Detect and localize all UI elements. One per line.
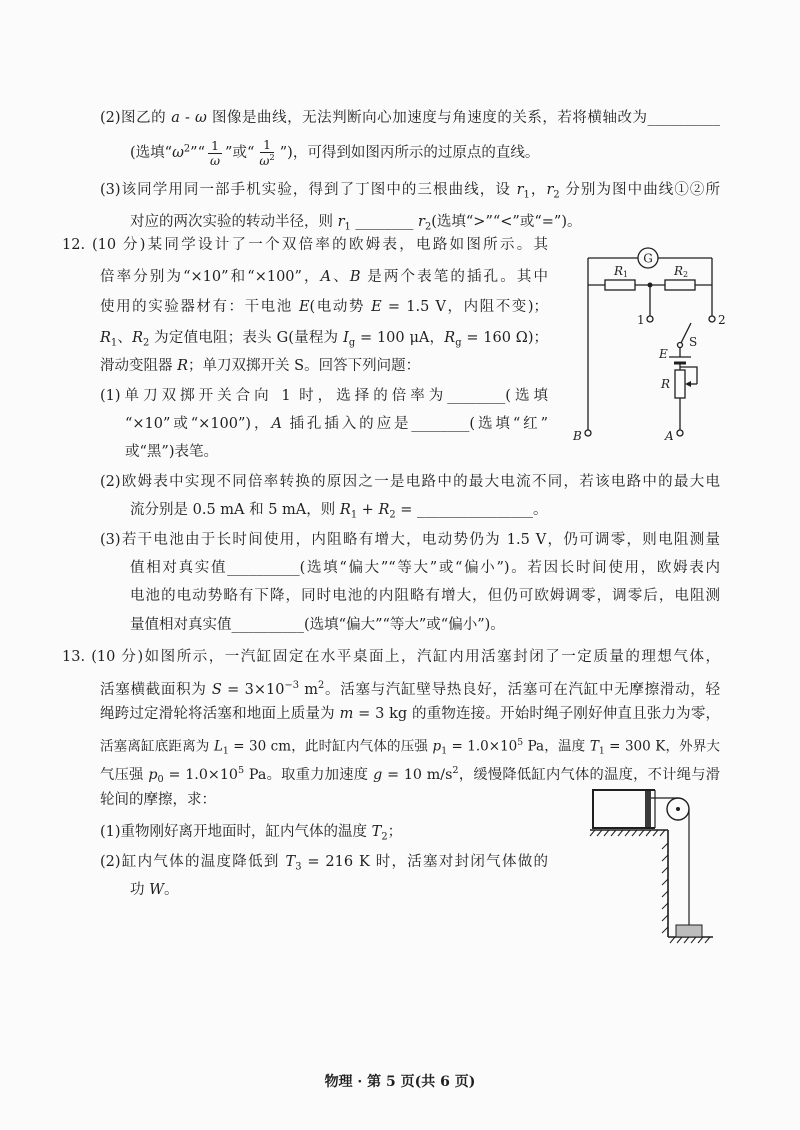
italic-symbol: I [343, 330, 349, 346]
subscript: 1 [350, 509, 358, 521]
text-run: 图像是曲线，无法判断向心加速度与角速度的关系，若将横轴改为__________ [206, 110, 720, 126]
superscript: 5 [237, 765, 245, 776]
text-run: 为定值电阻；表头 G(量程为 [149, 330, 344, 346]
text-run: 分别为图中曲线①②所 [559, 182, 721, 198]
switch-label: S [689, 335, 698, 349]
q13-stem-line6 [100, 790, 216, 810]
text-run: ”“ [190, 145, 205, 162]
q13-stem-line2 [100, 676, 720, 700]
text-run: m [298, 681, 319, 698]
text-run: 13. (10 分)如图所示，一汽缸固定在水平桌面上，汽缸内用活塞封闭了一定质量的理想气体， [62, 649, 720, 665]
text-run: 插孔插入的应是________(选填“红” [281, 416, 549, 432]
fraction-denominator [207, 154, 223, 168]
galvanometer-label: G [643, 251, 653, 266]
q13-stem-line4 [100, 733, 720, 762]
text-run: = 1.5 V，内阻不变)； [381, 299, 548, 315]
terminal-2 [709, 316, 715, 322]
r2-label [673, 264, 688, 279]
text-run: (1)重物刚好离开地面时，缸内气体的温度 [100, 824, 372, 840]
resistor-r1 [605, 280, 635, 290]
subscript: 1 [344, 221, 351, 233]
text-run: Pa。取重力加速度 [244, 766, 374, 783]
text-run: 功 [130, 882, 150, 898]
text-run: (3)若干电池由于长时间使用，内阻略有增大，电动势仍为 1.5 V，仍可调零，则电阻测量 [100, 532, 720, 548]
r1-subscript: 1 [623, 270, 629, 279]
text-run: = 10 m/s [382, 766, 453, 783]
italic-symbol: ω [172, 145, 184, 162]
text-run: = 160 Ω)； [461, 330, 548, 346]
table-hatching [590, 830, 665, 836]
pulley-axle [676, 807, 680, 811]
text-run: = 3×10 [221, 681, 285, 698]
italic-symbol: R [177, 358, 189, 374]
text-run: 倍率分别为“×10”和“×100”， [100, 269, 321, 285]
q12-part2-line2 [130, 500, 548, 525]
text-run: ， [529, 182, 547, 198]
subscript: 2 [553, 189, 560, 201]
piston [645, 791, 651, 827]
text-run: 12. (10 分)某同学设计了一个双倍率的欧姆表，电路如图所示。其 [62, 237, 548, 253]
italic-symbol: R [378, 502, 390, 518]
text-run: ； [387, 824, 403, 840]
q12-stem-line5 [100, 356, 420, 376]
q12-part3-line3 [130, 586, 720, 606]
fraction [207, 139, 223, 168]
q13-part2-line1 [100, 852, 548, 877]
text-run: = 3 kg 的重物连接。开始时绳子刚好伸直且张力为零， [353, 706, 720, 722]
q11-part2-line2 [130, 138, 539, 168]
italic-symbol: ω [210, 153, 221, 168]
italic-symbol: E [298, 299, 310, 315]
text-run: = 1.0×10 [447, 738, 518, 755]
text-run: = ________________。 [395, 502, 548, 518]
text-run: - [179, 110, 196, 126]
cylinder-pulley-diagram [585, 785, 720, 950]
superscript: 2 [183, 143, 191, 155]
subscript: 2 [424, 221, 432, 233]
weight-block [676, 925, 702, 937]
q13-stem-line1 [62, 647, 720, 667]
subscript: 2 [143, 337, 150, 349]
text-run: 1 [211, 138, 219, 153]
italic-symbol: ω [195, 110, 207, 126]
text-run: 。活塞与汽缸壁导热良好，活塞可在汽缸中无摩擦滑动，轻 [324, 681, 721, 698]
subscript: 1 [441, 745, 448, 757]
q12-stem-line1 [62, 235, 548, 255]
text-run: 1 [263, 138, 271, 152]
rheostat-label: R [661, 377, 671, 391]
italic-symbol: A [320, 269, 332, 285]
terminal-b-label: B [573, 429, 582, 443]
subscript: 1 [598, 745, 605, 757]
superscript: 5 [517, 737, 524, 748]
rheostat-body [675, 370, 685, 398]
fraction-numerator [260, 138, 274, 153]
italic-symbol: S [211, 681, 222, 698]
italic-symbol: p [432, 738, 442, 755]
italic-symbol: A [271, 416, 282, 432]
text-run: ”或“ [225, 145, 255, 162]
text-run: 或“黑”)表笔。 [125, 444, 218, 460]
italic-symbol: a [171, 110, 180, 126]
italic-symbol: p [148, 766, 158, 783]
text-run: Pa，温度 [523, 738, 590, 755]
text-run: ，缓慢降低缸内气体的温度，不计绳与滑 [458, 766, 721, 783]
superscript: 2 [318, 680, 325, 691]
italic-symbol: R [132, 330, 144, 346]
subscript: 2 [381, 831, 388, 843]
italic-symbol: r [418, 214, 425, 230]
text-run: “×10”或“×100”)， [125, 416, 272, 432]
text-run: 活塞横截面积为 [100, 681, 212, 698]
q12-part1-line1 [100, 386, 548, 406]
italic-symbol: m [339, 706, 354, 722]
text-run: = 1.0×10 [163, 766, 238, 783]
text-run: = 100 μA， [355, 330, 445, 346]
superscript: 2 [452, 765, 459, 776]
battery-label: E [659, 347, 668, 361]
r2-subscript: 2 [683, 270, 689, 279]
q12-part1-line3 [125, 442, 218, 462]
italic-symbol: B [349, 269, 361, 285]
text-run: (1)单刀双掷开关合向 1 时，选择的倍率为________(选填 [100, 388, 548, 404]
terminal-a-label: A [665, 429, 674, 443]
superscript: −3 [284, 680, 299, 691]
text-run: = 300 K，外界大 [604, 738, 721, 755]
ohmmeter-circuit-diagram [560, 240, 730, 450]
q12-stem-line3 [100, 297, 548, 317]
text-run: = 216 K 时，活塞对封闭气体做的 [301, 854, 548, 870]
q12-part1-line2 [125, 414, 548, 434]
text-run: (选填“>”“<”或“=”)。 [431, 214, 582, 230]
page-footer: 物理 · 第 5 页(共 6 页) [324, 1074, 476, 1090]
q12-stem-line2 [100, 267, 548, 287]
text-run: ”)，可得到如图丙所示的过原点的直线。 [279, 145, 540, 162]
text-run: 电池的电动势略有下降，同时电池的内阻略有增大，但仍可欧姆调零，调零后，电阻测 [130, 588, 720, 604]
q12-stem-line4 [100, 328, 548, 353]
text-run: 量值相对真实值__________(选填“偏大”“等大”或“偏小”)。 [130, 617, 505, 633]
italic-symbol: r [516, 182, 524, 198]
q11-part3-line1 [100, 180, 720, 205]
italic-symbol: W [149, 882, 165, 898]
terminal-b [585, 430, 591, 436]
text-run: (3)该同学用同一部手机实验，得到了丁图中的三根曲线，设 [100, 182, 517, 198]
text-run: 活塞离缸底距离为 [100, 738, 214, 755]
text-run: 、 [117, 330, 133, 346]
q12-part2-line1 [100, 472, 720, 492]
text-run: = 30 cm，此时缸内气体的压强 [228, 738, 433, 755]
italic-symbol: g [373, 766, 383, 783]
text-run: 流分别是 0.5 mA 和 5 mA，则 [130, 502, 340, 518]
subscript: g [455, 337, 462, 349]
r1-label [613, 264, 628, 279]
subscript: 3 [295, 861, 302, 873]
q13-part1-line1 [100, 822, 402, 847]
text-run: 值相对真实值__________(选填“偏大”“等大”或“偏小”)。若因长时间使用，欧姆表内 [130, 560, 720, 576]
italic-symbol: R [339, 502, 351, 518]
ground-hatching [670, 937, 710, 943]
italic-symbol: R [100, 330, 111, 346]
q12-part3-line2 [130, 558, 720, 578]
fraction-denominator [256, 153, 277, 168]
subscript: 1 [110, 337, 118, 349]
text-run: 是两个表笔的插孔。其中 [360, 269, 549, 285]
terminal-a [677, 430, 683, 436]
superscript: 2 [269, 152, 275, 163]
text-run: 。 [164, 882, 179, 898]
subscript: 1 [222, 745, 229, 757]
subscript: 0 [157, 774, 164, 786]
q12-part3-line4 [130, 615, 505, 635]
text-run: 使用的实验器材有：干电池 [100, 299, 299, 315]
q11-part3-line2 [130, 212, 581, 237]
text-run: (2)缸内气体的温度降低到 [100, 854, 286, 870]
italic-symbol: r [337, 214, 345, 230]
r1-symbol: R [614, 264, 624, 278]
text-run: 对应的两次实验的转动半径，则 [130, 214, 338, 230]
italic-symbol: T [589, 738, 599, 755]
italic-symbol: r [546, 182, 554, 198]
italic-symbol: T [371, 824, 382, 840]
text-run: + [357, 502, 379, 518]
text-run: 滑动变阻器 [100, 358, 178, 374]
fraction-numerator [208, 139, 222, 154]
text-run: ；单刀双掷开关 S。回答下列问题： [188, 358, 421, 374]
q12-part3-line1 [100, 530, 720, 550]
subscript: 1 [523, 189, 530, 201]
subscript: g [348, 337, 356, 349]
arrowhead [685, 381, 691, 387]
resistor-r2 [665, 280, 695, 290]
r2-symbol: R [674, 264, 684, 278]
switch-pivot [678, 343, 683, 348]
q13-stem-line3 [100, 704, 720, 724]
text-run: ________ [350, 214, 419, 230]
text-run: (2)图乙的 [100, 110, 172, 126]
fraction [256, 138, 277, 168]
wall-hatching [662, 843, 668, 933]
italic-symbol: L [213, 738, 223, 755]
terminal-2-label: 2 [718, 313, 726, 327]
q13-part2-line2 [130, 880, 179, 900]
text-run: (选填“ [130, 145, 173, 162]
italic-symbol: R [444, 330, 456, 346]
text-run: 、 [331, 269, 350, 285]
terminal-1-label: 1 [637, 313, 645, 327]
italic-symbol: E [371, 299, 382, 315]
subscript: 2 [389, 509, 396, 521]
text-run: (2)欧姆表中实现不同倍率转换的原因之一是电路中的最大电流不同，若该电路中的最大电 [100, 474, 720, 490]
text-run: 绳跨过定滑轮将活塞和地面上质量为 [100, 706, 340, 722]
italic-symbol: ω [259, 154, 270, 169]
terminal-1 [647, 316, 653, 322]
text-run: (电动势 [309, 299, 372, 315]
junction-dot [648, 283, 653, 288]
italic-symbol: T [285, 854, 296, 870]
text-run: 轮间的摩擦，求： [100, 792, 216, 808]
text-run: 气压强 [100, 766, 149, 783]
q11-part2-line1 [100, 108, 720, 128]
